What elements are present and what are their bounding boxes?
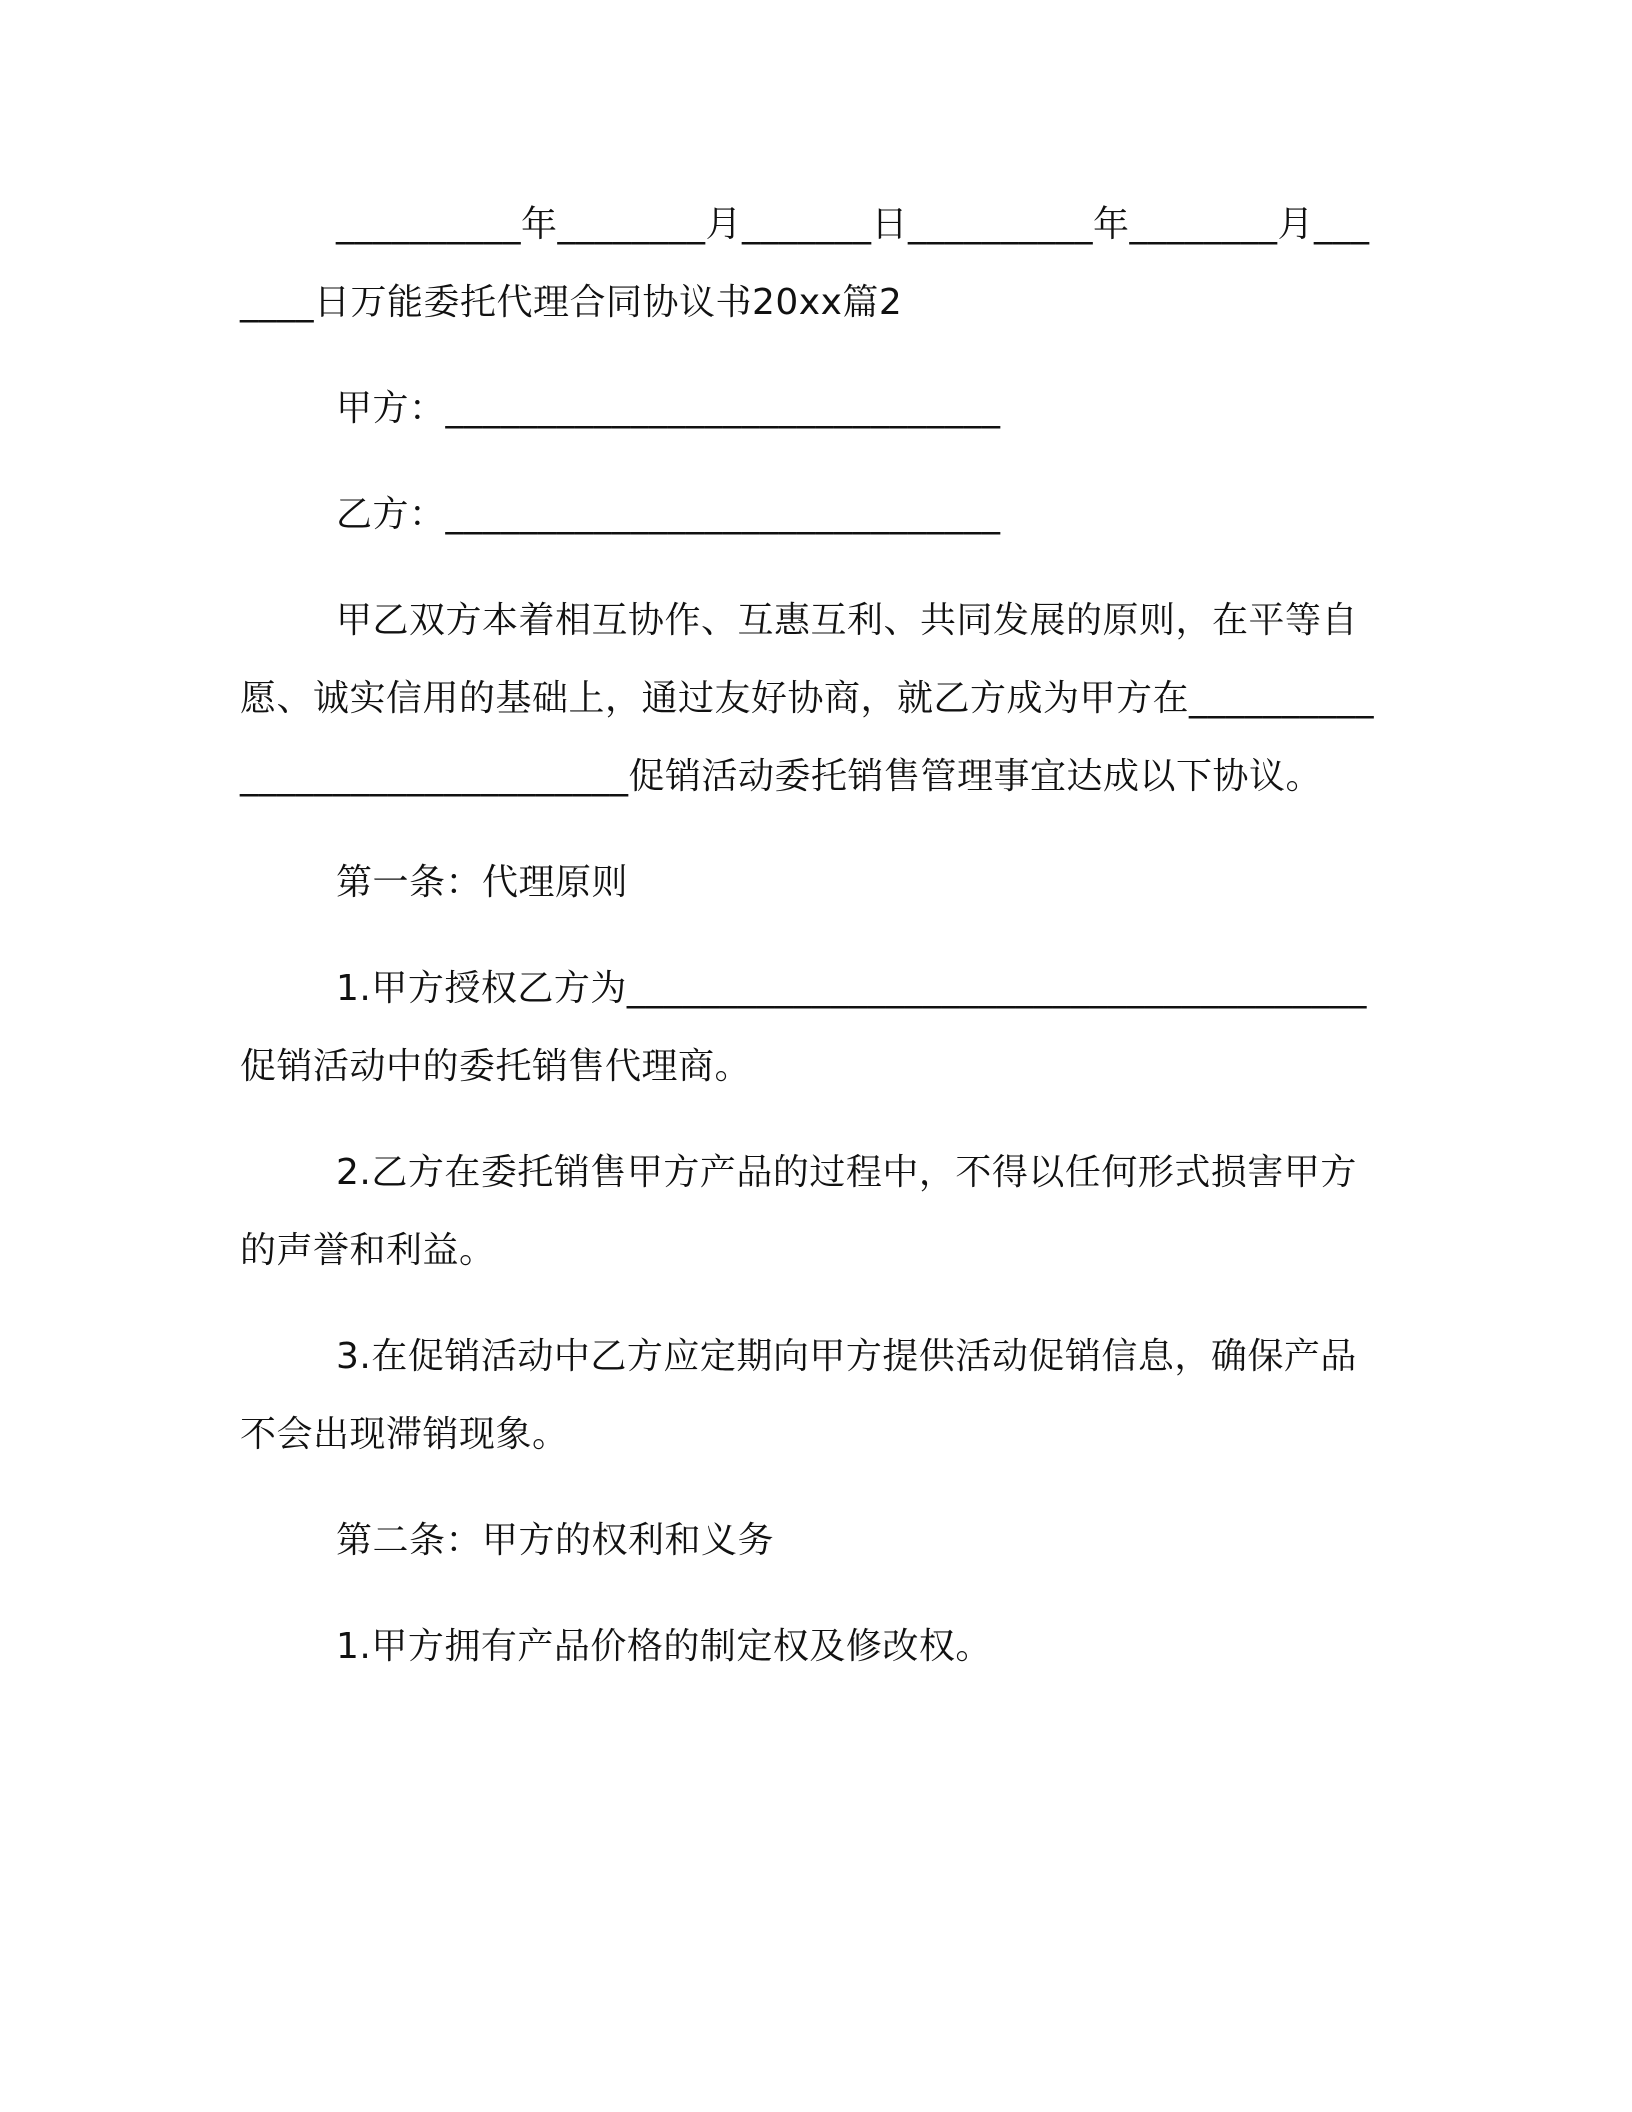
party-a-line: 甲方：______________________________ <box>336 388 1001 429</box>
article-2-heading: 第二条：甲方的权利和义务 <box>336 1520 775 1561</box>
preamble-paragraph: 甲乙双方本着相互协作、互惠互利、共同发展的原则，在平等自愿、诚实信用的基础上，通过友好协商，就乙方成为甲方在_______________________________促销活动委托销售管理事宜达成以下协议。 <box>240 600 1375 797</box>
date-title-paragraph: __________年________月_______日__________年________月_______日万能委托代理合同协议书20xx篇2 <box>240 204 1370 323</box>
article-1-clause-3: 3.在促销活动中乙方应定期向甲方提供活动促销信息，确保产品不会出现滞销现象。 <box>240 1336 1357 1455</box>
article-1-heading: 第一条：代理原则 <box>336 862 629 903</box>
document-body <box>240 186 1380 1714</box>
party-b-line: 乙方：______________________________ <box>336 494 1001 535</box>
article-1-clause-1: 1.甲方授权乙方为________________________________________促销活动中的委托销售代理商。 <box>240 968 1367 1087</box>
article-2-clause-1: 1.甲方拥有产品价格的制定权及修改权。 <box>336 1626 992 1667</box>
article-1-clause-2: 2.乙方在委托销售甲方产品的过程中，不得以任何形式损害甲方的声誉和利益。 <box>240 1152 1357 1271</box>
